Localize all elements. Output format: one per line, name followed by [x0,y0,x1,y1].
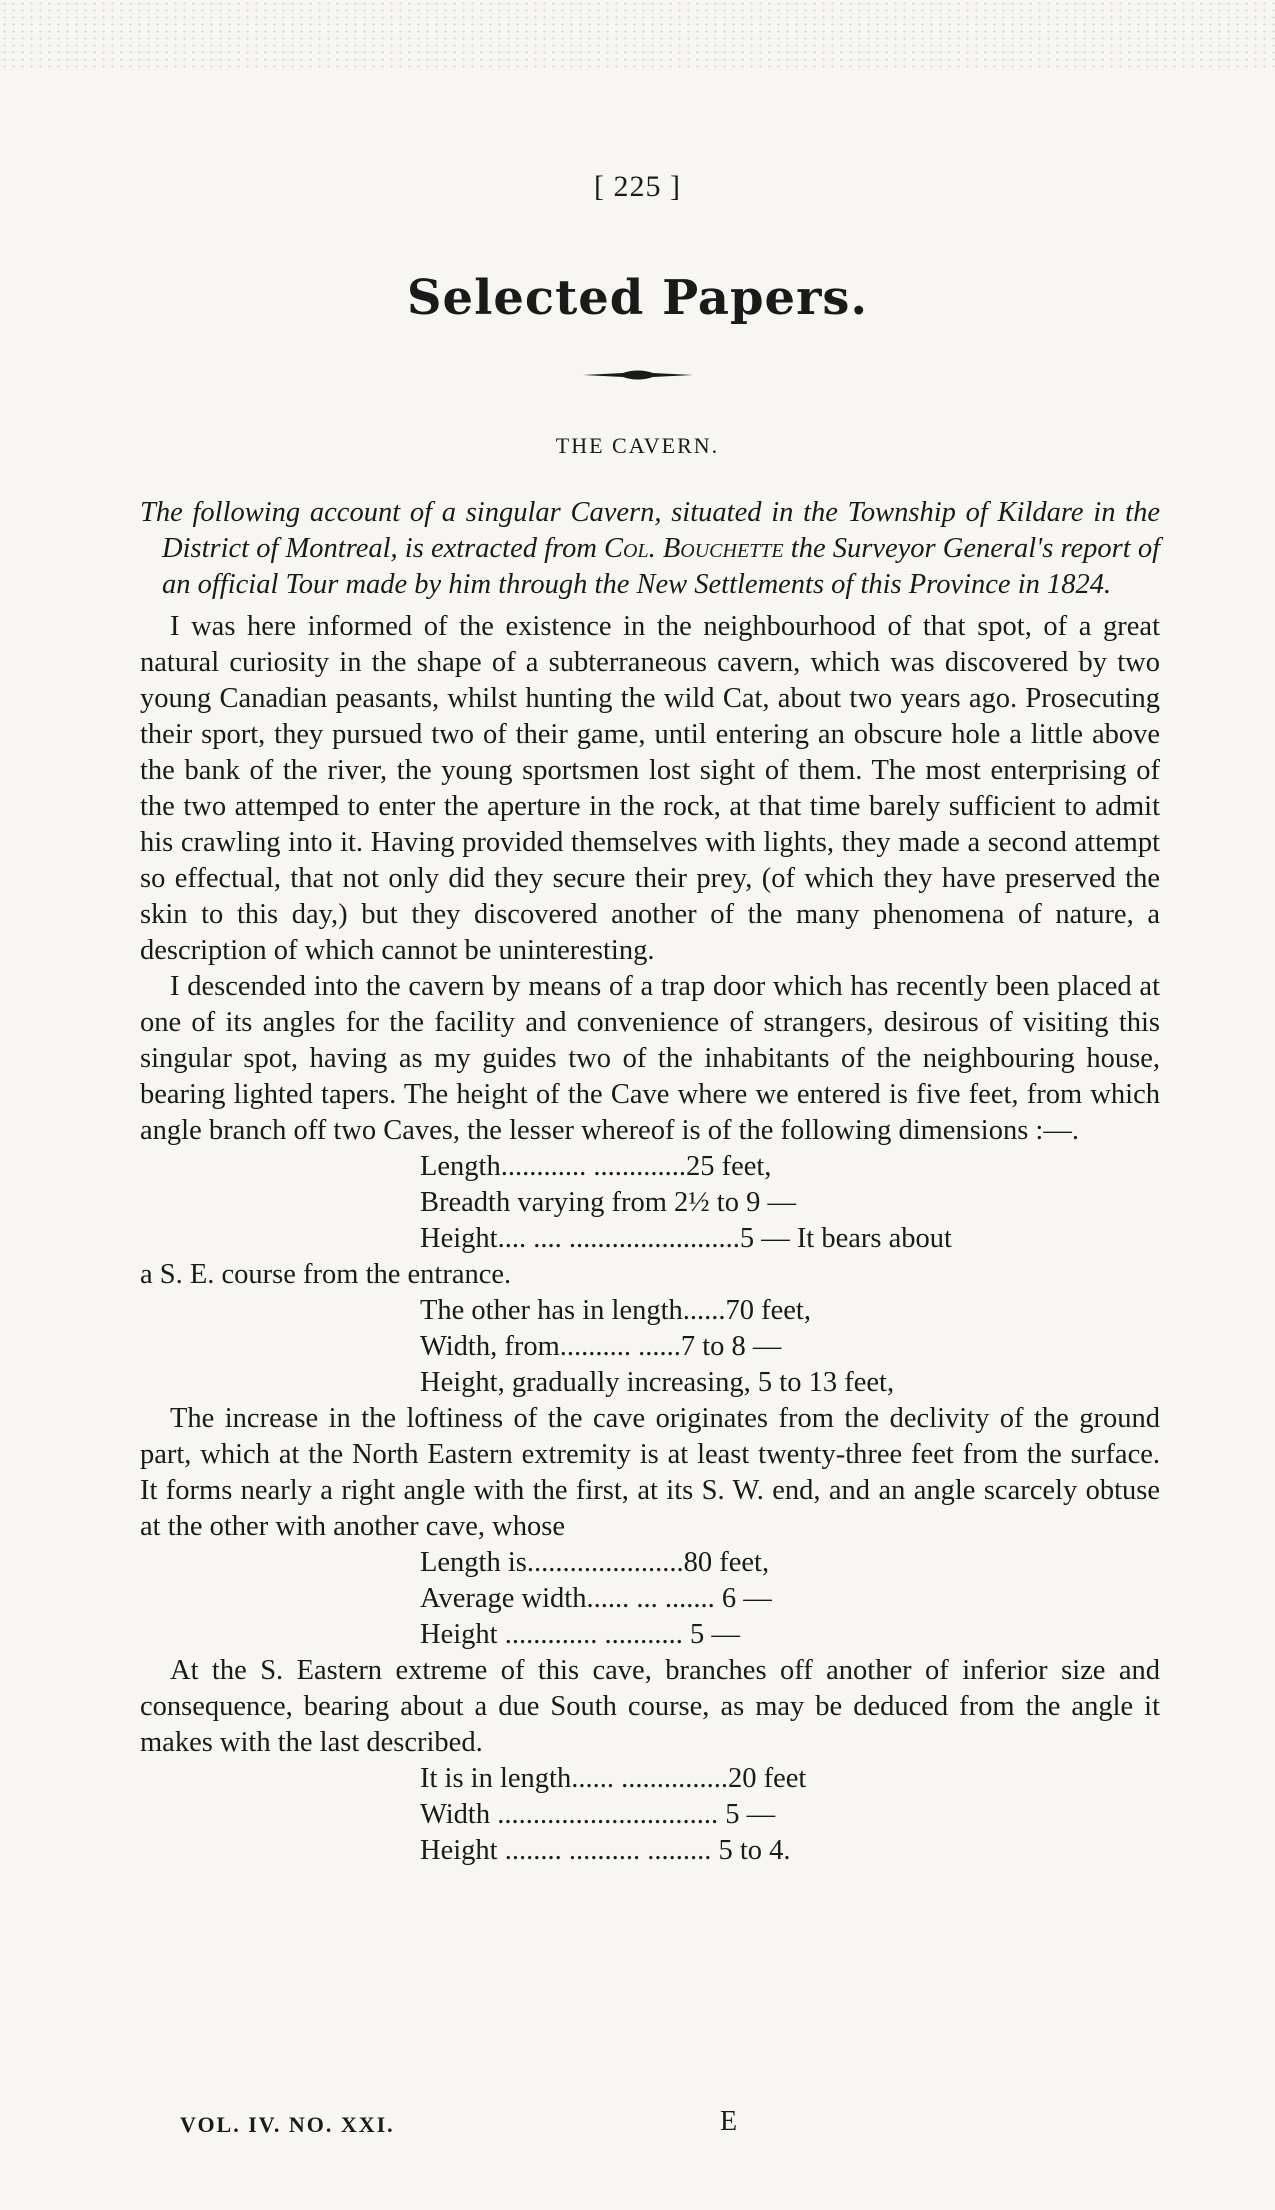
dimension-line: Height ............. ........... 5 — [420,1619,740,1650]
dimension-line: Length is......................80 feet, [420,1547,770,1578]
page-edge-speckle [0,0,1275,70]
dimension-line: The other has in length......70 feet, [420,1295,811,1326]
dimension-line: Height, gradually increasing, 5 to 13 feet, [420,1367,895,1398]
dimension-line: Length............ .............25 feet, [420,1151,772,1182]
dimension-line: It is in length...... ...............20 feet [420,1763,807,1794]
page-number: [ 225 ] [594,170,681,203]
intro-text-part2: the Surveyor General's report of an official Tour made by him through the New Settlements of this Province in 1824. [162,533,1160,600]
ornament-divider [0,368,1275,382]
article-title: THE CAVERN. [555,433,720,458]
intro-paragraph [140,495,1160,603]
dimensions-list-1 [140,1149,1160,1257]
section-title: Selected Papers. [406,270,869,326]
dimension-line: Width ............................... 5 — [420,1799,776,1830]
dimension-line: Height ........ .......... ......... 5 to 4. [420,1835,791,1866]
dimension-line: Height.... .... ........................5 — It bears about [420,1223,952,1254]
dimensions-list-3 [140,1545,1160,1653]
paragraph-2: I descended into the cavern by means of a trap door which has recently been placed at one of its angles for the facility and convenience of strangers, desirous of visiting this singular spot, having as my guides two of the inhabitants of the neighbouring house, bearing lighted tapers. The height of the Cave where we entered is five feet, from which angle branch off two Caves, the lesser whereof is of the following dimensions :—. [140,971,1160,1146]
paragraph-3: The increase in the loftiness of the cave originates from the declivity of the ground part, which at the North Eastern extremity is at least twenty-three feet from the surface. It forms nearly a right angle with the first, at its S. W. end, and an angle scarcely obtuse at the other with another cave, whose [140,1403,1160,1542]
dimensions-list-4 [140,1761,1160,1869]
volume-footer: VOL. IV. NO. XXI. [180,2112,395,2137]
intro-text-part1: The following account of a singular Cavern, situated in the Township of Kildare in the District of Montreal, is extracted from [140,497,1160,564]
dimensions-list-2 [140,1293,1160,1401]
dimension-line: Breadth varying from 2½ to 9 — [420,1187,796,1218]
article-body [140,495,1160,1869]
dimension-line: Average width...... ... ....... 6 — [420,1583,772,1614]
signature-mark: E [720,2106,738,2137]
paragraph-4: At the S. Eastern extreme of this cave, branches off another of inferior size and consequence, bearing about a due South course, as may be deduced from the angle it makes with the last described. [140,1655,1160,1758]
dimension-tail-text: a S. E. course from the entrance. [140,1259,512,1290]
ornament-rule-icon [583,368,693,382]
intro-author: Col. Bouchette [604,533,784,564]
dimension-line: Width, from.......... ......7 to 8 — [420,1331,782,1362]
paragraph-1: I was here informed of the existence in the neighbourhood of that spot, of a great natural curiosity in the shape of a subterraneous cavern, which was discovered by two young Canadian peasants, whilst hunting the wild Cat, about two years ago. Prosecuting their sport, they pursued two of their game, until entering an obscure hole a little above the bank of the river, the young sportsmen lost sight of them. The most enterprising of the two attemped to enter the aperture in the rock, at that time barely sufficient to admit his crawling into it. Having provided themselves with lights, they made a second attempt so effectual, that not only did they secure their prey, (of which they have preserved the skin to this day,) but they discovered another of the many phenomena of nature, a description of which cannot be uninteresting. [140,611,1160,966]
